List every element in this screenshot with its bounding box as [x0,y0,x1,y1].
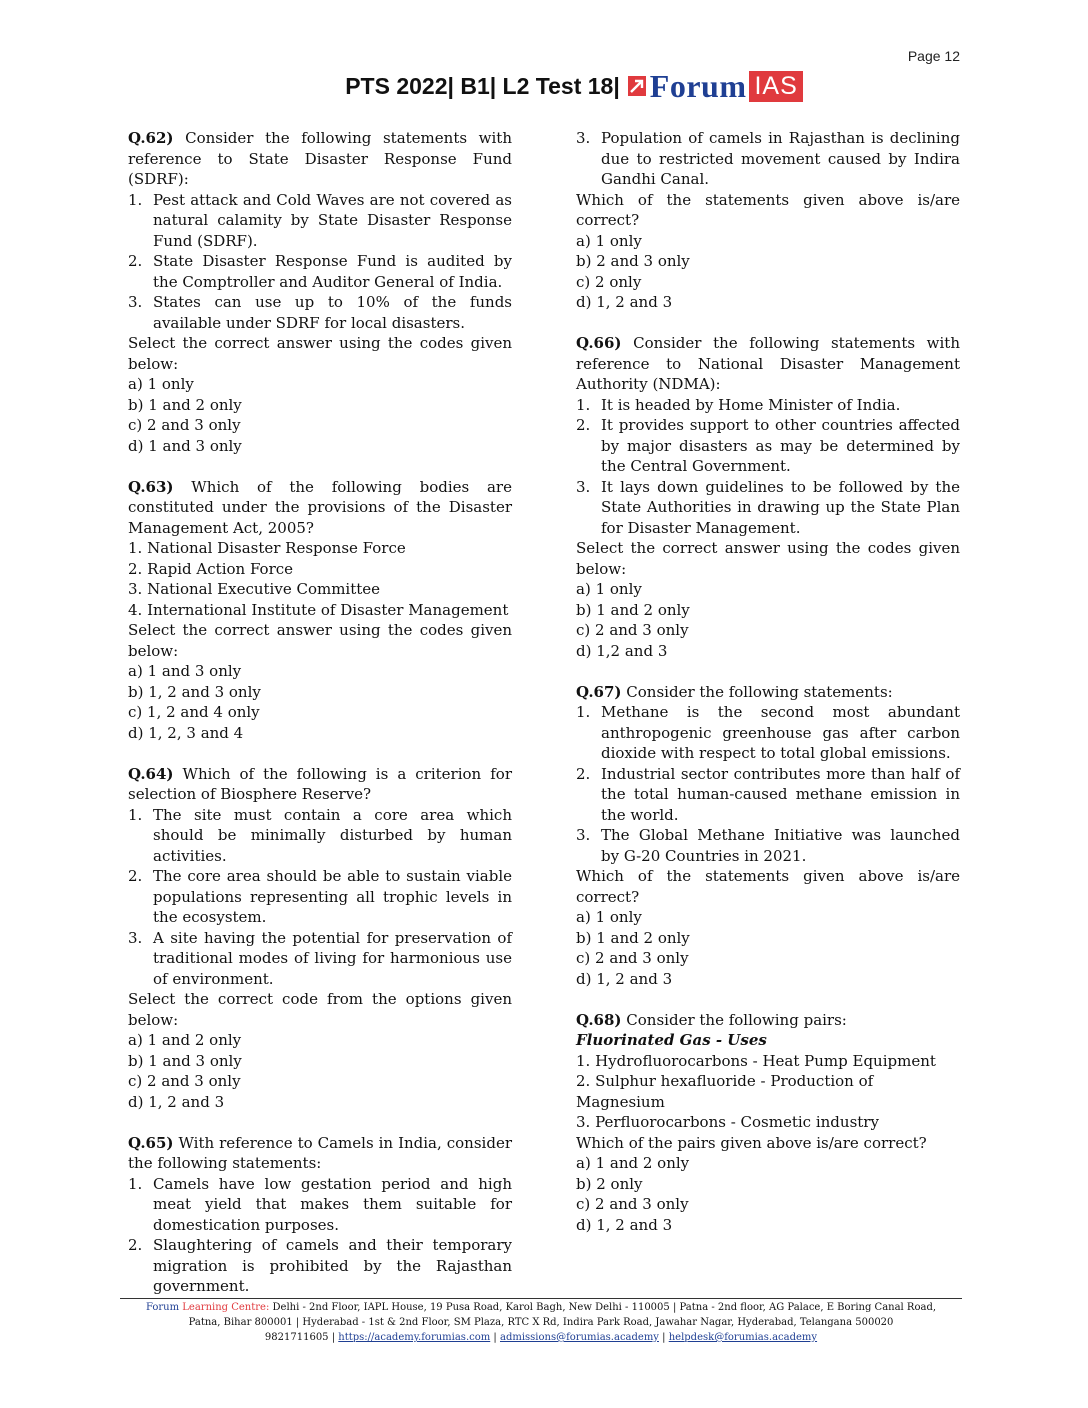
footer-website-link[interactable]: https://academy.forumias.com [338,1332,491,1343]
statement: 1. Camels have low gestation period and high meat yield that makes them suitable for domestication purposes. [128,1174,512,1234]
question-text: With reference to Camels in India, consider the following statements: [128,1133,512,1172]
page-footer [120,1300,962,1345]
footer-helpdesk-email-link[interactable]: helpdesk@forumias.academy [668,1332,818,1343]
question-prompt: Select the correct code from the options given below: [128,990,512,1029]
statement: 2. State Disaster Response Fund is audited by the Comptroller and Auditor General of India. [128,252,512,291]
question-prompt: Select the correct answer using the codes given below: [128,334,512,373]
option-a: a) 1 only [576,580,642,598]
list-item: 1. Hydrofluorocarbons - Heat Pump Equipment [576,1051,936,1070]
footer-brand-forum: Forum [145,1302,180,1313]
question-66 [576,333,960,661]
forumias-logo [628,68,803,105]
page-number: Page 12 [907,48,960,64]
statement: 3. States can use up to 10% of the funds available under SDRF for local disasters. [128,293,512,332]
option-d: d) 1, 2 and 3 [576,293,673,311]
list-item: 3. Perfluorocarbons - Cosmetic industry [576,1113,879,1131]
question-prompt: Which of the statements given above is/are correct? [576,190,960,229]
test-title: PTS 2022| B1| L2 Test 18| [345,72,620,99]
statement: 1. Methane is the second most abundant anthropogenic greenhouse gas after carbon dioxide with respect to total global emissions. [576,703,960,762]
question-text: Consider the following pairs: [626,1010,847,1029]
footer-divider [120,1298,962,1299]
statement: 3. The Global Methane Initiative was launched by G-20 Countries in 2021. [576,826,960,865]
option-c: c) 2 and 3 only [576,621,689,639]
footer-separator: | [493,1332,497,1343]
option-d: d) 1, 2 and 3 [128,1092,225,1111]
document-header [0,66,1088,106]
question-number: Q.67) [576,682,622,701]
question-number: Q.63) [128,477,174,496]
logo-forum-text: Forum [649,67,747,104]
statement: 2. Industrial sector contributes more than half of the total human-caused methane emission in the world. [576,764,960,824]
option-b: b) 1 and 3 only [128,1051,242,1070]
pairs-heading: Fluorinated Gas - Uses [576,1031,767,1049]
footer-address-line-2: Patna, Bihar 800001 | Hyderabad - 1st & 2nd Floor, SM Plaza, RTC X Rd, Indira Park Road, Jawahar Nagar, Hyderabad, Telangana 500020 [188,1317,894,1328]
left-column [128,128,512,1317]
statement: 2. The core area should be able to sustain viable populations representing all trophic levels in the ecosystem. [128,867,512,926]
option-d: d) 1, 2 and 3 [576,1215,673,1234]
statement: 1. The site must contain a core area which should be minimally disturbed by human activities. [128,805,512,865]
list-item: 3. National Executive Committee [128,580,381,598]
option-c: c) 2 and 3 only [128,416,241,434]
logo-ias-text: IAS [749,71,802,102]
option-d: d) 1, 2, 3 and 4 [128,723,244,742]
option-d: d) 1,2 and 3 [576,641,668,660]
option-a: a) 1 and 2 only [128,1031,242,1049]
question-65-continued [576,128,960,313]
option-b: b) 2 only [576,1174,643,1193]
statement: 2. It provides support to other countries affected by major disasters as may be determined by the Central Government. [576,416,960,475]
option-a: a) 1 only [128,375,194,393]
option-a: a) 1 and 2 only [576,1154,690,1172]
option-c: c) 1, 2 and 4 only [128,703,260,721]
question-text: Consider the following statements with reference to National Disaster Management Authority (NDMA): [576,334,960,393]
question-62 [128,128,512,456]
statement: 3. A site having the potential for preservation of traditional modes of living for harmonious use of environment. [128,928,512,988]
question-number: Q.62) [128,129,174,147]
question-number: Q.64) [128,764,174,783]
question-prompt: Select the correct answer using the codes given below: [128,621,512,660]
question-67 [576,682,960,990]
option-c: c) 2 and 3 only [576,1195,689,1213]
question-63 [128,477,512,744]
option-c: c) 2 only [576,272,642,291]
option-a: a) 1 only [576,908,642,926]
question-65 [128,1133,512,1297]
option-b: b) 1 and 2 only [576,928,690,947]
footer-brand-learning-centre: Learning Centre: [182,1302,270,1313]
question-text: Which of the following bodies are constituted under the provisions of the Disaster Management Act, 2005? [128,477,512,537]
question-number: Q.65) [128,1133,174,1152]
option-b: b) 1 and 2 only [128,395,242,414]
list-item: 4. International Institute of Disaster Management [128,600,509,619]
question-prompt: Which of the pairs given above is/are correct? [576,1133,927,1152]
right-column [576,128,960,1256]
footer-phone: 9821711605 | [264,1332,336,1343]
statement: 2. Slaughtering of camels and their temporary migration is prohibited by the Rajasthan government. [128,1236,512,1295]
question-prompt: Which of the statements given above is/are correct? [576,867,960,906]
option-a: a) 1 and 3 only [128,662,242,680]
question-prompt: Select the correct answer using the codes given below: [576,539,960,578]
option-d: d) 1 and 3 only [128,436,242,455]
question-text: Consider the following statements: [626,682,893,701]
option-a: a) 1 only [576,231,642,250]
question-68 [576,1010,960,1236]
footer-separator: | [662,1332,666,1343]
statement: 3. It lays down guidelines to be followed by the State Authorities in drawing up the State Plan for Disaster Management. [576,477,960,537]
statement: 1. Pest attack and Cold Waves are not covered as natural calamity by State Disaster Response Fund (SDRF). [128,190,512,250]
question-number: Q.66) [576,334,622,352]
question-text: Consider the following statements with reference to State Disaster Response Fund (SDRF): [128,129,512,188]
list-item: 2. Sulphur hexafluoride - Production of Magnesium [576,1072,874,1111]
option-b: b) 1 and 2 only [576,600,690,619]
logo-arrow-icon [628,76,646,96]
footer-address-line-1: Delhi - 2nd Floor, IAPL House, 19 Pusa Road, Karol Bagh, New Delhi - 110005 | Patna - 2nd floor, AG Palace, E Boring Canal Road, [272,1302,937,1313]
option-d: d) 1, 2 and 3 [576,969,673,988]
question-text: Which of the following is a criterion for selection of Biosphere Reserve? [128,764,512,803]
statement: 3. Population of camels in Rajasthan is declining due to restricted movement caused by Indira Gandhi Canal. [576,129,960,188]
question-number: Q.68) [576,1010,622,1029]
list-item: 2. Rapid Action Force [128,559,294,578]
statement: 1. It is headed by Home Minister of India. [576,395,901,414]
option-c: c) 2 and 3 only [128,1072,241,1090]
list-item: 1. National Disaster Response Force [128,539,406,557]
option-b: b) 2 and 3 only [576,252,690,270]
footer-admissions-email-link[interactable]: admissions@forumias.academy [499,1332,659,1343]
question-64 [128,764,512,1113]
option-b: b) 1, 2 and 3 only [128,682,261,701]
option-c: c) 2 and 3 only [576,949,689,967]
